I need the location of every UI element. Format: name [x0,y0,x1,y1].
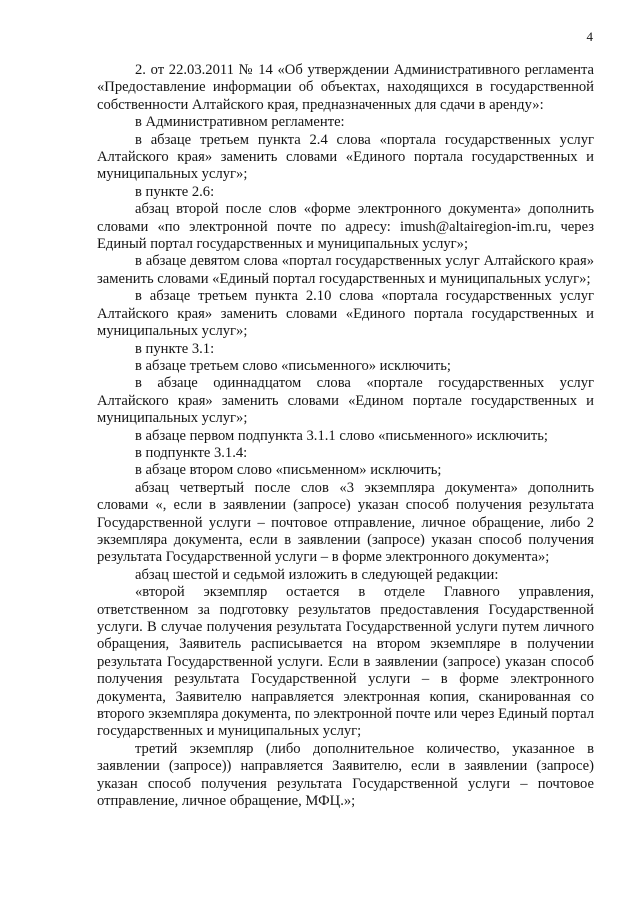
paragraph-12: в подпункте 3.1.4: [135,444,248,461]
paragraph-15: абзац шестой и седьмой изложить в следующей редакции: [135,566,499,583]
paragraph-1: 2. от 22.03.2011 № 14 «Об утверждении Административного регламента «Предоставление информации об объектах, находящихся в государственной собственности Алтайского края, предназначенных для сдачи в аренду»: [97,62,594,113]
paragraph-4: в пункте 2.6: [135,183,215,200]
paragraph-17: третий экземпляр (либо дополнительное количество, указанное в заявлении (запросе)) направляется Заявителю, если в заявлении (запросе) указан способ получения результата Государственной услуги – почтовое отправление, личное обращение, МФЦ.»; [97,740,594,810]
paragraph-10: в абзаце одиннадцатом слова «портале государственных услуг Алтайского края» заменить словами «Едином портале государственных и муниципальных услуг»; [97,375,594,427]
paragraph-8: в пункте 3.1: [135,340,215,357]
document-body [97,62,594,810]
paragraph-3: в абзаце третьем пункта 2.4 слова «портала государственных услуг Алтайского края» заменить словами «Единого портала государственных и муниципальных услуг»; [97,131,594,183]
paragraph-5: абзац второй после слов «форме электронного документа» дополнить словами «по электронной почте по адресу: imush@altairegion-im.ru, через Единый портал государственных и муниципальных услуг»; [97,201,594,253]
page-number: 4 [586,29,593,44]
paragraph-9: в абзаце третьем слово «письменного» исключить; [135,357,451,374]
paragraph-16: «второй экземпляр остается в отделе Главного управления, ответственном за подготовку результатов предоставления Государственной услуги. В случае получения результата Государственной услуги путем личного обращения, Заявитель расписывается на втором экземпляре в получении результата Государственной услуги. Если в заявлении (запросе) указан способ получения результата Государственной услуги – в форме электронного документа, Заявителю направляется электронная копия, сканированная со второго экземпляра документа, по электронной почте или через Единый портал государственных и муниципальных услуг; [97,584,594,740]
paragraph-14: абзац четвертый после слов «3 экземпляра документа» дополнить словами «, если в заявлении (запросе) указан способ получения результата Государственной услуги – почтовое отправление, личное обращение, либо 2 экземпляра документа, если в заявлении (запросе) указан способ получения результата Государственной услуги – в форме электронного документа»; [97,479,594,566]
paragraph-7: в абзаце третьем пункта 2.10 слова «портала государственных услуг Алтайского края» заменить словами «Единого портала государственных и муниципальных услуг»; [97,288,594,340]
paragraph-2: в Административном регламенте: [135,114,345,131]
paragraph-6: в абзаце девятом слова «портал государственных услуг Алтайского края» заменить словами «Единый портал государственных и муниципальных услуг»; [97,253,594,287]
paragraph-13: в абзаце втором слово «письменном» исключить; [135,462,442,479]
paragraph-11: в абзаце первом подпункта 3.1.1 слово «письменного» исключить; [135,427,548,444]
